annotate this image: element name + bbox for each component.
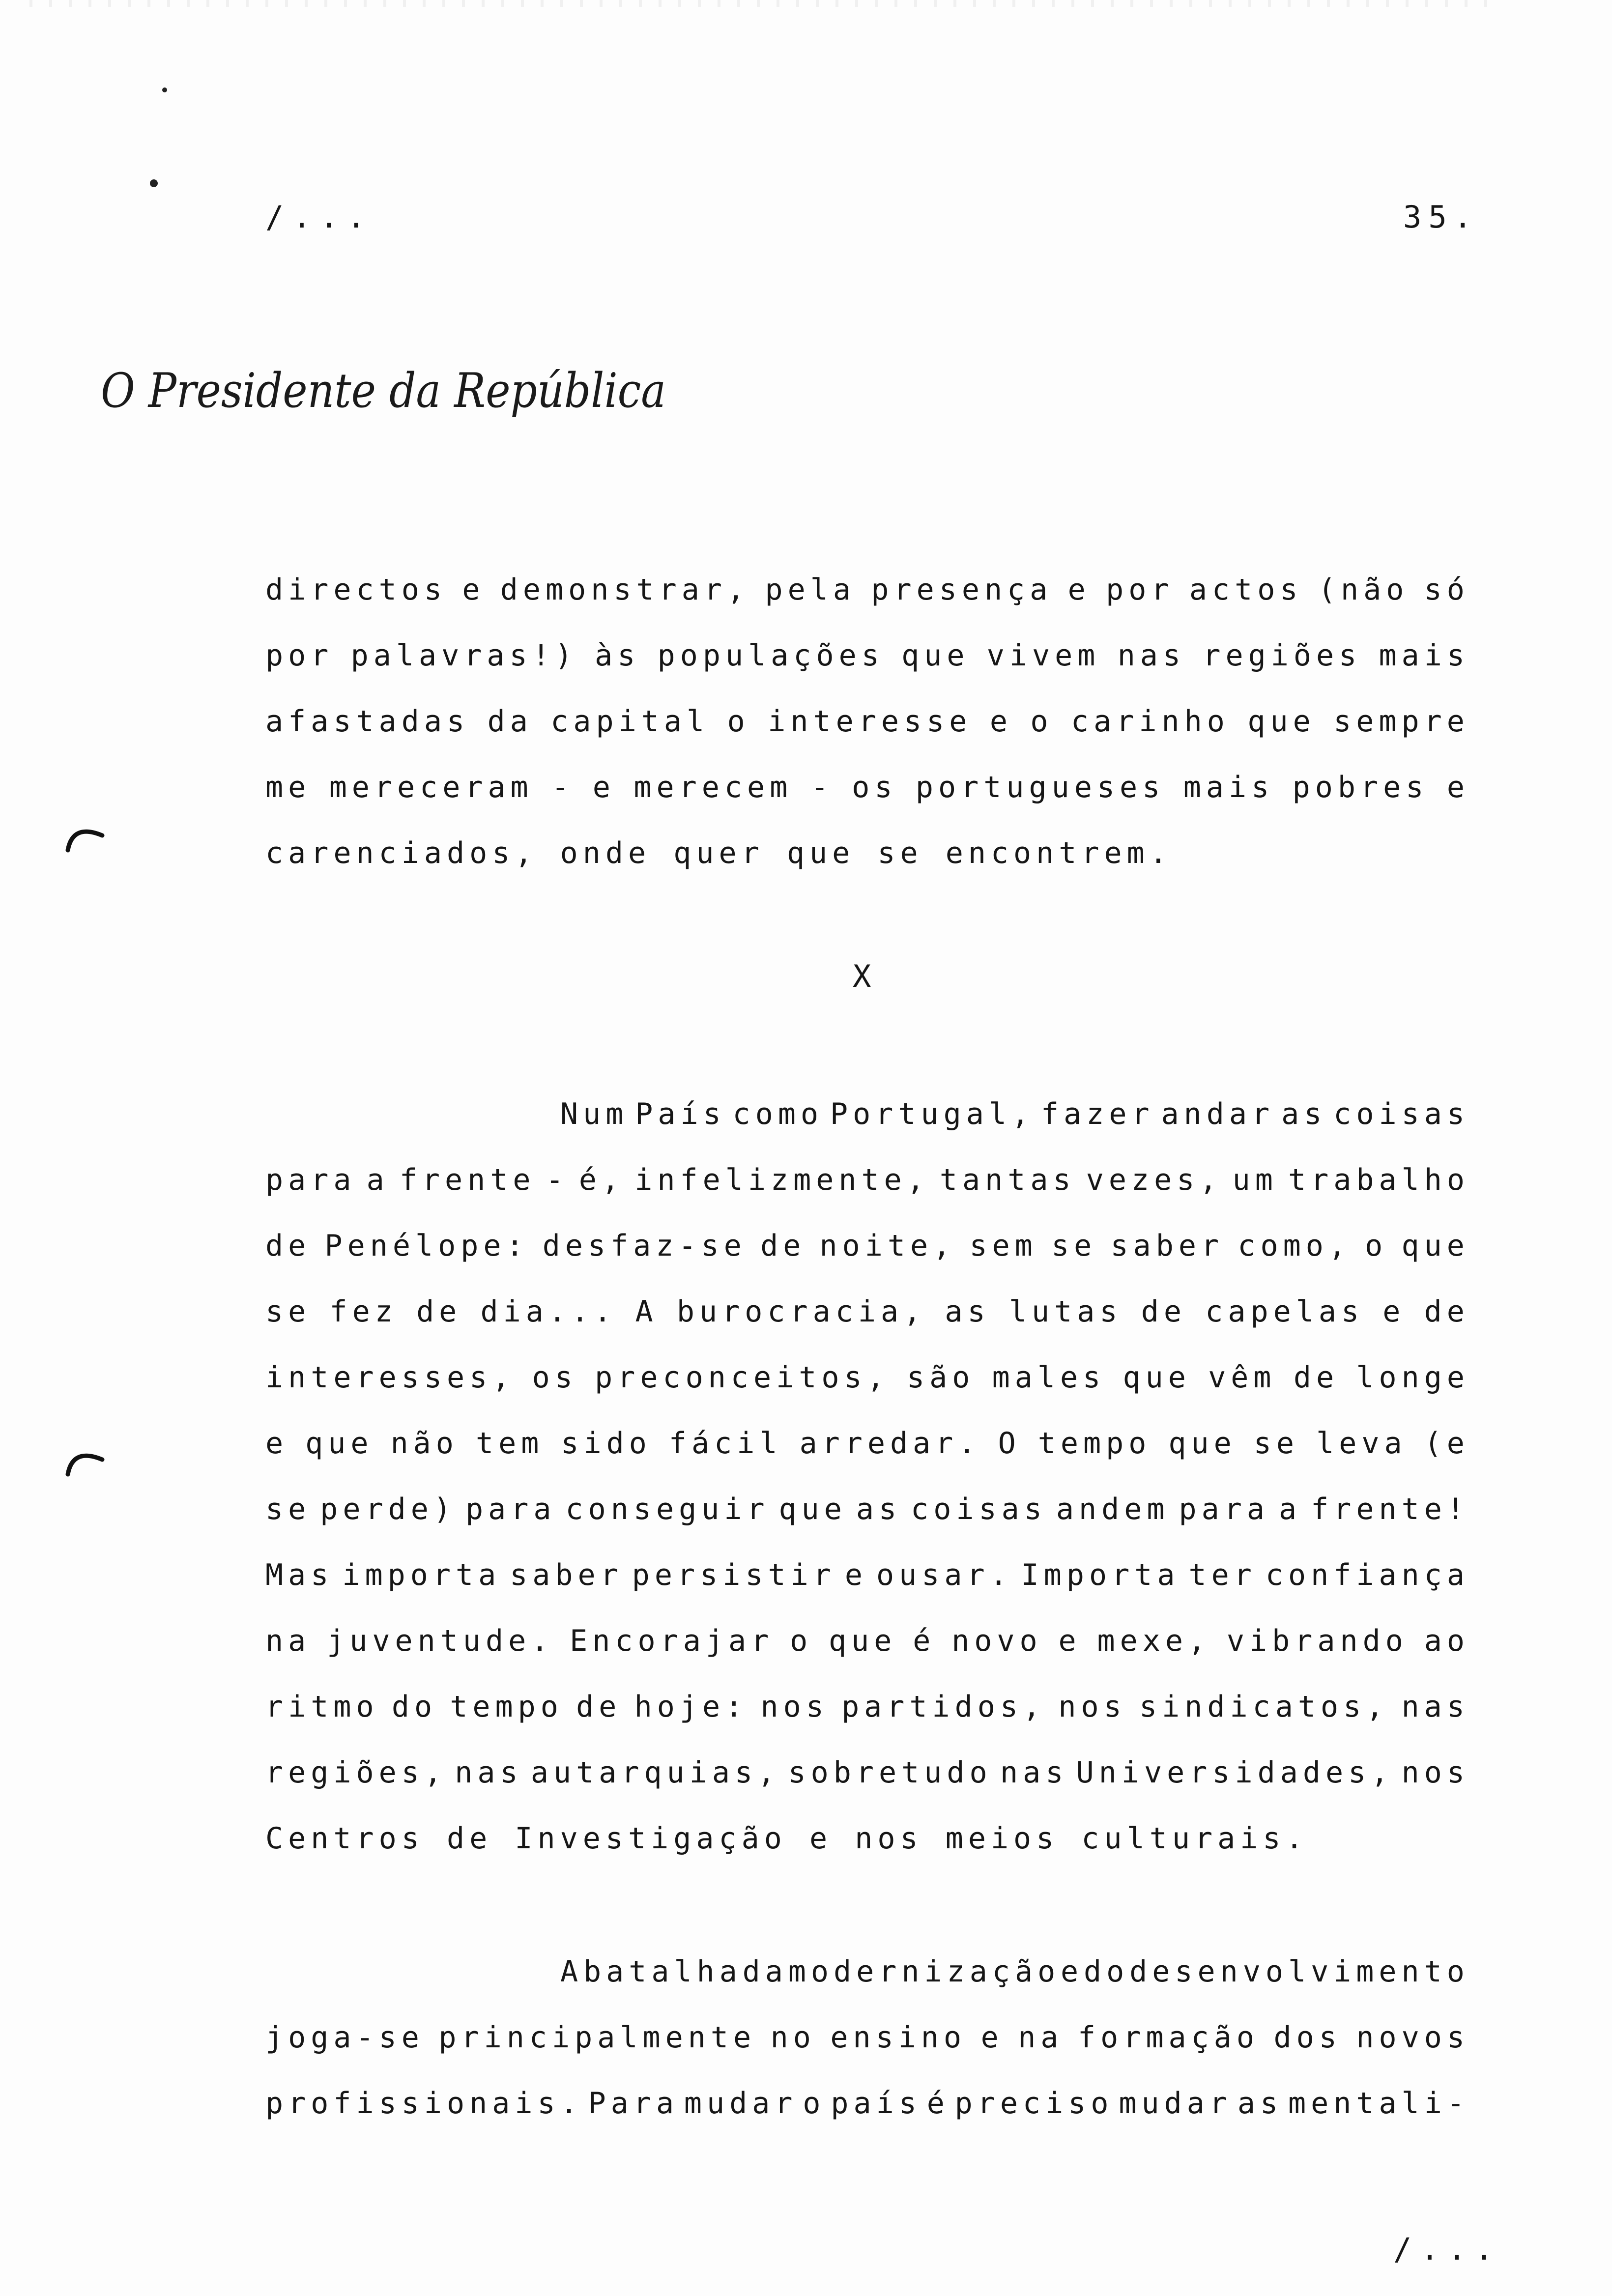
word: os	[532, 1360, 577, 1395]
word: as	[1281, 1097, 1327, 1131]
word: ritmo	[265, 1690, 379, 1724]
word: Encorajar	[570, 1624, 774, 1658]
word: A	[635, 1294, 658, 1329]
word: e	[844, 1558, 867, 1592]
word: as	[856, 1492, 902, 1526]
word: infelizmente,	[634, 1163, 929, 1197]
word: demonstrar,	[500, 573, 750, 607]
word: directos	[265, 573, 447, 607]
word: como,	[1238, 1229, 1351, 1263]
text-line: Centros de Investigação e nos meios culturais.	[265, 1821, 1308, 1856]
word: autarquias,	[530, 1755, 780, 1790]
word: hoje:	[634, 1690, 748, 1724]
scan-speck	[150, 179, 158, 187]
punch-hole-mark	[63, 816, 107, 860]
word: tantas	[939, 1163, 1076, 1197]
word: nas	[1000, 1755, 1068, 1790]
word: -	[546, 1163, 569, 1197]
svg-text:O Presidente da República: O Presidente da República	[101, 363, 666, 418]
word: merecem	[633, 770, 793, 804]
word: um	[1232, 1163, 1278, 1197]
word: nos	[1401, 1755, 1469, 1790]
word: Num	[560, 1097, 629, 1131]
word: fez	[329, 1294, 398, 1329]
text-line	[265, 2070, 1469, 2136]
word: nas	[1117, 638, 1186, 673]
word: se	[1051, 1229, 1097, 1263]
word: sem	[969, 1229, 1037, 1263]
text-line	[265, 1081, 1469, 1147]
word: noite,	[819, 1229, 956, 1263]
section-separator: X	[853, 958, 871, 994]
word: é	[926, 2086, 950, 2121]
word: mudar	[1119, 2086, 1233, 2121]
word: novo	[951, 1624, 1042, 1658]
word: vêm	[1208, 1360, 1276, 1395]
paragraph-2	[265, 1081, 1469, 1871]
word: no	[770, 2020, 816, 2055]
word: vivem	[986, 638, 1100, 673]
word: sobretudo	[788, 1755, 992, 1790]
text-line	[265, 1608, 1469, 1674]
word: tem	[475, 1426, 544, 1461]
word: saber	[510, 1558, 623, 1592]
word: e	[462, 573, 485, 607]
text-line	[265, 1740, 1469, 1806]
text-line: carenciados, onde quer que se encontrem.	[265, 836, 1172, 870]
word: nas	[1401, 1690, 1469, 1724]
word: Universidades,	[1076, 1755, 1394, 1790]
word: capelas	[1205, 1294, 1364, 1329]
word: às	[595, 638, 640, 673]
word: juventude.	[327, 1624, 554, 1658]
text-line	[265, 1213, 1469, 1279]
footer-continuation-mark: /...	[1393, 2231, 1502, 2267]
word: a	[1278, 1492, 1302, 1526]
word: na	[265, 1624, 311, 1658]
word: desenvolvimento	[1129, 1954, 1469, 1989]
word: fácil	[668, 1426, 782, 1461]
word: o	[803, 2086, 826, 2121]
word: mudar	[684, 2086, 798, 2121]
word: o	[1365, 1229, 1388, 1263]
word: ao	[1424, 1624, 1469, 1658]
punch-hole-mark	[63, 1440, 107, 1484]
word: como	[732, 1097, 824, 1131]
word: e	[1058, 1624, 1081, 1658]
word: (e	[1424, 1426, 1469, 1461]
word: só	[1424, 573, 1469, 607]
text-line	[265, 689, 1469, 754]
word: e	[1382, 1294, 1406, 1329]
word: que	[829, 1624, 897, 1658]
word: Penélope:	[324, 1229, 529, 1263]
word: por	[1106, 573, 1174, 607]
word: mais	[1379, 638, 1469, 673]
word: portugueses	[915, 770, 1165, 804]
word: O	[998, 1426, 1021, 1461]
word: nos	[1058, 1690, 1126, 1724]
word: nos	[760, 1690, 829, 1724]
word: andar	[1161, 1097, 1275, 1131]
word: vibrando	[1226, 1624, 1408, 1658]
word: de	[1141, 1294, 1186, 1329]
text-line	[265, 1542, 1469, 1608]
word: interesses,	[265, 1360, 515, 1395]
word: o	[1030, 704, 1053, 739]
text-line	[265, 623, 1469, 689]
word: Para	[588, 2086, 679, 2121]
word: frente	[399, 1163, 536, 1197]
word: joga-se	[265, 2020, 424, 2055]
word: dia...	[480, 1294, 617, 1329]
word: lutas	[1008, 1294, 1123, 1329]
word: populações	[657, 638, 884, 673]
word: modernização	[788, 1954, 1061, 1989]
word: tempo	[450, 1690, 563, 1724]
word: ousar.	[876, 1558, 1012, 1592]
page-number: 35.	[1403, 199, 1479, 235]
word: palavras!)	[350, 638, 577, 673]
word: é,	[578, 1163, 625, 1197]
word: batalha	[583, 1954, 742, 1989]
word: sempre	[1333, 704, 1469, 739]
word: carinho	[1071, 704, 1230, 739]
word: que	[1247, 704, 1316, 739]
word: presença	[871, 573, 1053, 607]
word: afastadas	[265, 704, 470, 739]
word: da	[742, 1954, 788, 1989]
word: para	[465, 1492, 556, 1526]
word: do	[1084, 1954, 1129, 1989]
text-line	[265, 1345, 1469, 1410]
word: país	[831, 2086, 921, 2121]
scan-edge-noise	[29, 0, 1504, 7]
word: ensino	[830, 2020, 967, 2055]
word: perde)	[320, 1492, 456, 1526]
word: Portugal,	[830, 1097, 1035, 1131]
scan-speck	[162, 87, 167, 92]
word: capital	[550, 704, 710, 739]
word: e	[989, 704, 1012, 739]
word: País	[635, 1097, 726, 1131]
word: é	[913, 1624, 936, 1658]
word: mereceram	[329, 770, 533, 804]
word: que	[1123, 1360, 1191, 1395]
word: sindicatos,	[1139, 1690, 1389, 1724]
word: se	[265, 1294, 311, 1329]
word: que	[1401, 1229, 1469, 1263]
word: principalmente	[438, 2020, 756, 2055]
word: burocracia,	[676, 1294, 926, 1329]
word: dos	[1273, 2020, 1342, 2055]
word: vezes,	[1086, 1163, 1222, 1197]
word: partidos,	[841, 1690, 1046, 1724]
word: os	[852, 770, 897, 804]
word: coisas	[911, 1492, 1047, 1526]
word: do	[391, 1690, 437, 1724]
word: andem	[1056, 1492, 1170, 1526]
word: Importa	[1021, 1558, 1180, 1592]
text-line	[265, 754, 1469, 820]
text-line	[265, 1939, 1469, 2005]
word: de	[416, 1294, 462, 1329]
word: leva	[1316, 1426, 1407, 1461]
word: mexe,	[1097, 1624, 1211, 1658]
paragraph-3	[265, 1939, 1469, 2136]
word: interesse	[768, 704, 972, 739]
word: tempo	[1037, 1426, 1151, 1461]
word: de	[265, 1229, 311, 1263]
word: que	[778, 1492, 847, 1526]
word: e	[1446, 770, 1469, 804]
word: arredar.	[799, 1426, 981, 1461]
word: para	[1179, 1492, 1269, 1526]
word: as	[1237, 2086, 1283, 2121]
word: confiança	[1265, 1558, 1469, 1592]
word: da	[487, 704, 533, 739]
word: frente!	[1311, 1492, 1469, 1526]
word: -	[810, 770, 834, 804]
word: regiões,	[265, 1755, 447, 1790]
word: mentali-	[1288, 2086, 1469, 2121]
word: actos	[1189, 573, 1303, 607]
word: são	[907, 1360, 975, 1395]
text-line	[265, 2005, 1469, 2070]
word: pobres	[1292, 770, 1429, 804]
word: -	[551, 770, 575, 804]
word: (não	[1318, 573, 1409, 607]
word: persistir	[632, 1558, 836, 1592]
text-line	[265, 557, 1469, 623]
word: conseguir	[565, 1492, 770, 1526]
text-line	[265, 1476, 1469, 1542]
word: na	[1018, 2020, 1064, 2055]
word: de	[760, 1229, 806, 1263]
word: para	[265, 1163, 356, 1197]
word: que	[1168, 1426, 1237, 1461]
paragraph-1	[265, 557, 1469, 886]
word: coisas	[1333, 1097, 1469, 1131]
word: Mas	[265, 1558, 334, 1592]
word: trabalho	[1288, 1163, 1469, 1197]
word: o	[727, 704, 750, 739]
word: A	[560, 1954, 583, 1989]
word: fazer	[1041, 1097, 1154, 1131]
word: novos	[1356, 2020, 1469, 2055]
word: não	[390, 1426, 459, 1461]
word: nas	[455, 1755, 523, 1790]
word: por	[265, 638, 334, 673]
word: a	[366, 1163, 389, 1197]
word: de	[1293, 1360, 1339, 1395]
word: as	[945, 1294, 990, 1329]
word: mais	[1183, 770, 1274, 804]
word: se	[265, 1492, 311, 1526]
text-line	[265, 1674, 1469, 1740]
word: profissionais.	[265, 2086, 583, 2121]
word: ter	[1188, 1558, 1257, 1592]
word: saber	[1110, 1229, 1224, 1263]
word: sido	[561, 1426, 652, 1461]
text-line	[265, 1279, 1469, 1345]
word: e	[1067, 573, 1091, 607]
word: pela	[765, 573, 856, 607]
word: que	[305, 1426, 374, 1461]
word: e	[592, 770, 615, 804]
word: preciso	[954, 2086, 1114, 2121]
word: formação	[1077, 2020, 1259, 2055]
word: preconceitos,	[595, 1360, 890, 1395]
word: o	[790, 1624, 813, 1658]
word: que	[901, 638, 970, 673]
letterhead-logo	[101, 354, 671, 428]
word: importa	[342, 1558, 501, 1592]
header-continuation-mark: /...	[265, 199, 374, 235]
word: e	[980, 2020, 1004, 2055]
word: se	[1253, 1426, 1299, 1461]
word: males	[992, 1360, 1106, 1395]
word: e	[1061, 1954, 1084, 1989]
word: de	[1424, 1294, 1469, 1329]
word: de	[576, 1690, 622, 1724]
word: e	[265, 1426, 288, 1461]
word: desfaz-se	[542, 1229, 747, 1263]
text-line	[265, 1147, 1469, 1213]
word: regiões	[1203, 638, 1362, 673]
word: me	[265, 770, 311, 804]
word: longe	[1356, 1360, 1469, 1395]
text-line	[265, 1410, 1469, 1476]
